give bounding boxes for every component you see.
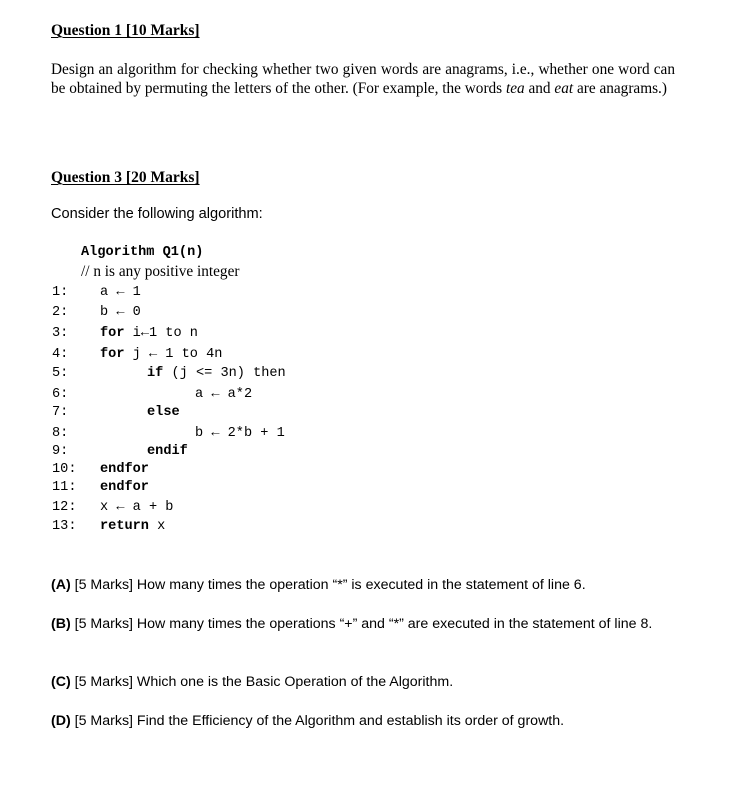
part-label: (A)	[51, 577, 71, 593]
part-text: [5 Marks] How many times the operations “+” and “*” are executed in the statement of line 8.	[70, 616, 653, 632]
line-number: 3:	[52, 326, 69, 341]
code-line: x ← a + b	[100, 500, 174, 515]
line-number: 4:	[52, 347, 69, 362]
part-text: [5 Marks] Which one is the Basic Operation of the Algorithm.	[70, 674, 454, 690]
line-number: 12:	[52, 500, 77, 515]
question-3-intro: Consider the following algorithm:	[51, 206, 263, 222]
line-number: 5:	[52, 366, 69, 381]
part-text: [5 Marks] Find the Efficiency of the Algorithm and establish its order of growth.	[70, 713, 565, 729]
line-number: 13:	[52, 519, 77, 534]
code-line	[147, 366, 286, 381]
line-number: 10:	[52, 462, 77, 477]
line-number: 8:	[52, 426, 69, 441]
question-1-text-part: Design an algorithm for checking whether two given words are anagrams, i.e., whether one word can be obtained by permuting the letters of the other. (For example, the words	[51, 61, 675, 97]
code-keyword: endfor	[100, 462, 149, 477]
question-1-text-part: are anagrams.)	[573, 80, 667, 97]
part-c	[51, 672, 691, 692]
line-number: 6:	[52, 387, 69, 402]
question-1-text	[51, 60, 675, 98]
part-d	[51, 711, 691, 731]
code-keyword: endif	[147, 444, 188, 459]
code-line	[100, 519, 165, 534]
code-keyword: else	[147, 405, 180, 420]
part-label: (D)	[51, 713, 71, 729]
code-line	[100, 326, 198, 341]
part-b	[51, 614, 707, 634]
code-text: j ← 1 to 4n	[132, 347, 223, 362]
line-number: 9:	[52, 444, 69, 459]
code-line: a ← 1	[100, 285, 141, 300]
part-a	[51, 575, 691, 595]
code-text: i←1 to n	[132, 326, 198, 341]
question-1-text-part: and	[524, 80, 555, 97]
code-line: b ← 2*b + 1	[195, 426, 285, 441]
code-keyword: for	[100, 347, 125, 362]
question-1-heading: Question 1 [10 Marks]	[51, 22, 200, 39]
algorithm-keyword: Algorithm	[81, 245, 155, 260]
code-text: x	[157, 519, 166, 534]
part-label: (B)	[51, 616, 71, 632]
line-number: 2:	[52, 305, 69, 320]
code-keyword: return	[100, 519, 149, 534]
code-line: b ← 0	[100, 305, 141, 320]
part-label: (C)	[51, 674, 71, 690]
line-number: 7:	[52, 405, 69, 420]
algorithm-title	[81, 245, 203, 260]
line-number: 11:	[52, 480, 77, 495]
code-keyword: for	[100, 326, 125, 341]
code-line: a ← a*2	[195, 387, 253, 402]
algorithm-comment: // n is any positive integer	[81, 263, 240, 280]
code-text: (j <= 3n) then	[171, 366, 286, 381]
example-word-tea: tea	[505, 80, 525, 97]
algorithm-name: Q1(n)	[162, 245, 204, 260]
example-word-eat: eat	[554, 80, 574, 97]
code-keyword: if	[147, 366, 164, 381]
code-line	[100, 347, 222, 362]
part-text: [5 Marks] How many times the operation “*” is executed in the statement of line 6.	[70, 577, 586, 593]
question-3-heading: Question 3 [20 Marks]	[51, 169, 200, 186]
code-keyword: endfor	[100, 480, 149, 495]
line-number: 1:	[52, 285, 69, 300]
